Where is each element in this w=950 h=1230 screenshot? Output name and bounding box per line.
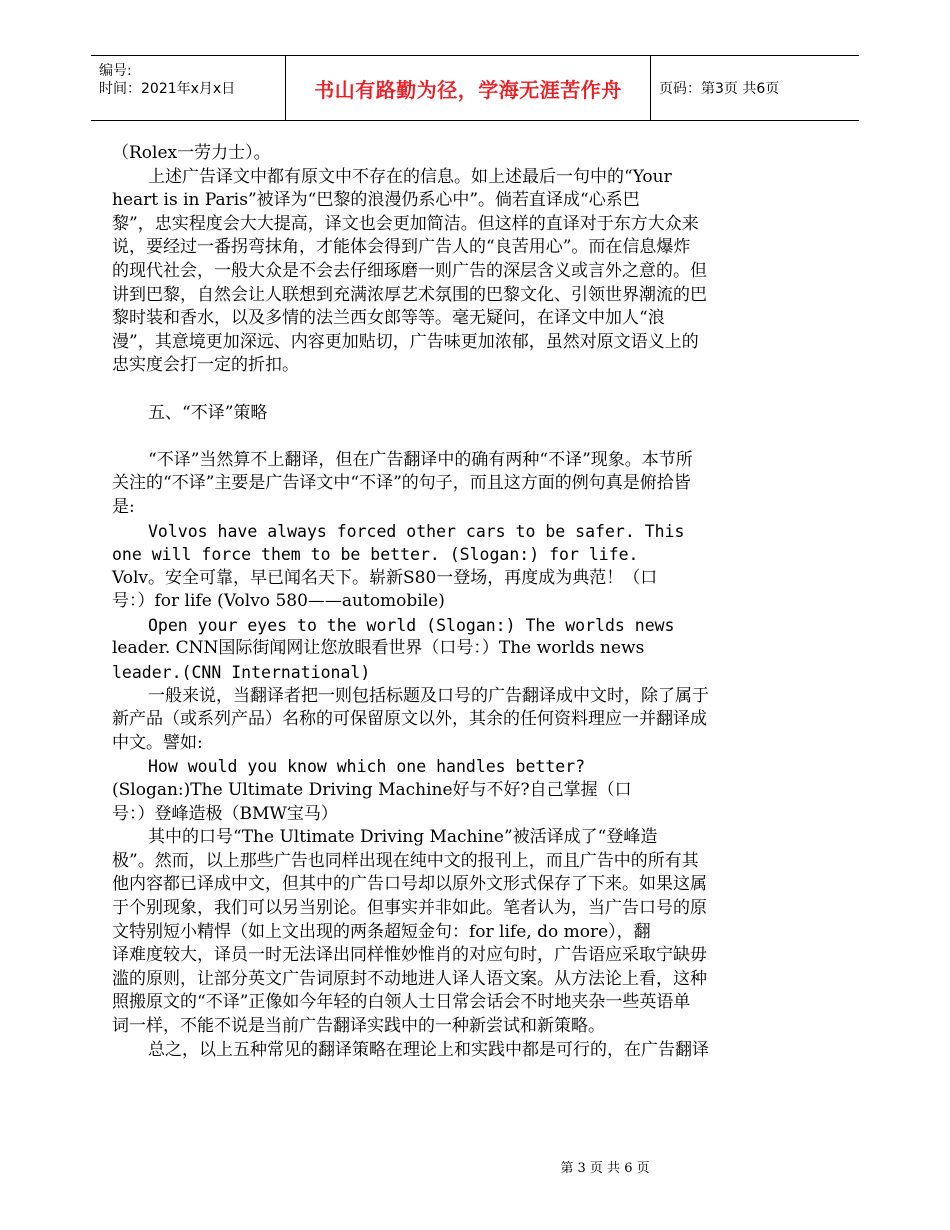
paragraph-line: 于个别现象，我们可以另当别论。但事实并非如此。笔者认为，当广告口号的原: [112, 898, 707, 918]
paragraph-line: 黎”，忠实程度会大大提高，译文也会更加简洁。但这样的直译对于东方大众来: [112, 213, 699, 234]
paragraph-line: 中文。譬如:: [112, 732, 203, 753]
page-header: [91, 55, 859, 121]
example-line: leader. CNN国际街闻网让您放眼看世界（口号：）The worlds news: [112, 638, 645, 659]
paragraph-line: 是:: [112, 496, 135, 517]
header-motto-cell: [286, 56, 651, 120]
header-meta: [91, 56, 286, 120]
paragraph-line: 他内容都已译成中文，但其中的广告口号却以原外文形式保存了下来。如果这属: [112, 874, 707, 895]
paragraph-line: “不译”当然算不上翻译，但在广告翻译中的确有两种“不译”现象。本节所: [148, 449, 693, 470]
paragraph-line: 上述广告译文中都有原文中不存在的信息。如上述最后一句中的“Your: [148, 166, 672, 187]
example-line: (Slogan:)The Ultimate Driving Machine好与不好?自己掌握（口: [112, 780, 632, 801]
paragraph-line: 新产品（或系列产品）名称的可保留原文以外，其余的任何资料理应一并翻译成: [112, 709, 707, 730]
paragraph-line: 讲到巴黎，自然会让人联想到充满浓厚艺术氛围的巴黎文化、引领世界潮流的巴: [112, 284, 707, 305]
paragraph-line: 一般来说，当翻译者把一则包括标题及口号的广告翻译成中文时，除了属于: [148, 685, 709, 706]
document-body: [112, 142, 768, 1062]
example-line: leader.(CNN International): [112, 663, 371, 683]
paragraph-line: 的现代社会，一般大众是不会去仔细琢磨一则广告的深层含义或言外之意的。但: [112, 260, 707, 281]
section-heading: 五、“不译”策略: [148, 402, 268, 423]
paragraph-line: 文特别短小精悍（如上文出现的两条超短金句：for life, do more），翻: [112, 921, 651, 942]
paragraph-line: 忠实度会打一定的折扣。: [112, 355, 299, 376]
example-line: Volvos have always forced other cars to be safer. This: [148, 521, 685, 541]
paragraph-line: 词一样，不能不说是当前广告翻译实践中的一种新尝试和新策略。: [112, 1015, 605, 1036]
example-line: Volv。安全可靠，早已闻名天下。崭新S80一登场，再度成为典范！（口: [112, 567, 658, 588]
example-line: 号：）for life (Volvo 580——automobile): [112, 591, 445, 612]
paragraph-line: 漫”，其意境更加深远、内容更加贴切，广告味更加浓郁，虽然对原文语义上的: [112, 331, 699, 352]
paragraph-line: 总之，以上五种常见的翻译策略在理论上和实践中都是可行的，在广告翻译: [148, 1039, 709, 1060]
paragraph-line: 照搬原文的“不译”正像如今年轻的白领人士日常会话会不时地夹杂一些英语单: [112, 992, 691, 1013]
paragraph-line: 说，要经过一番拐弯抹角，才能体会得到广告人的“良苦用心”。而在信息爆炸: [112, 237, 691, 258]
example-line: 号：）登峰造极（BMW宝马）: [112, 803, 338, 824]
document-time-label: 时间：2021年x月x日: [99, 81, 236, 97]
paragraph-line: 关注的“不译”主要是广告译文中“不译”的句子，而且这方面的例句真是俯拾皆: [112, 473, 691, 494]
paragraph-line: 其中的口号“The Ultimate Driving Machine”被活译成了“登峰造: [148, 827, 658, 848]
paragraph-line: 极”。然而，以上那些广告也同样出现在纯中文的报刊上，而且广告中的所有其: [112, 850, 699, 871]
paragraph-line: 黎时装和香水，以及多情的法兰西女郎等等。毫无疑问，在译文中加人“浪: [112, 308, 665, 329]
header-page-info: 页码：第3页 共6页: [659, 81, 780, 97]
paragraph-line: heart is in Paris”被译为“巴黎的浪漫仍系心中”。倘若直译成“心系巴: [112, 190, 640, 211]
example-line: one will force them to be better. (Slogan:) for life.: [112, 545, 639, 565]
paragraph-line: （Rolex一劳力士）。: [112, 143, 271, 163]
example-line: Open your eyes to the world (Slogan:) The worlds news: [148, 615, 675, 635]
paragraph-line: 滥的原则，让部分英文广告词原封不动地进人译人语文案。从方法论上看，这种: [112, 968, 707, 989]
page-footer: [0, 1157, 950, 1176]
document-number-label: 编号:: [99, 63, 132, 79]
header-motto: 书山有路勤为径，学海无涯苦作舟: [314, 77, 622, 102]
example-line: How would you know which one handles better?: [148, 757, 586, 777]
paragraph-line: 译难度较大，译员一时无法译出同样惟妙惟肖的对应句时，广告语应采取宁缺毋: [112, 945, 707, 966]
footer-page-number: 第 3 页 共 6 页: [560, 1161, 650, 1176]
